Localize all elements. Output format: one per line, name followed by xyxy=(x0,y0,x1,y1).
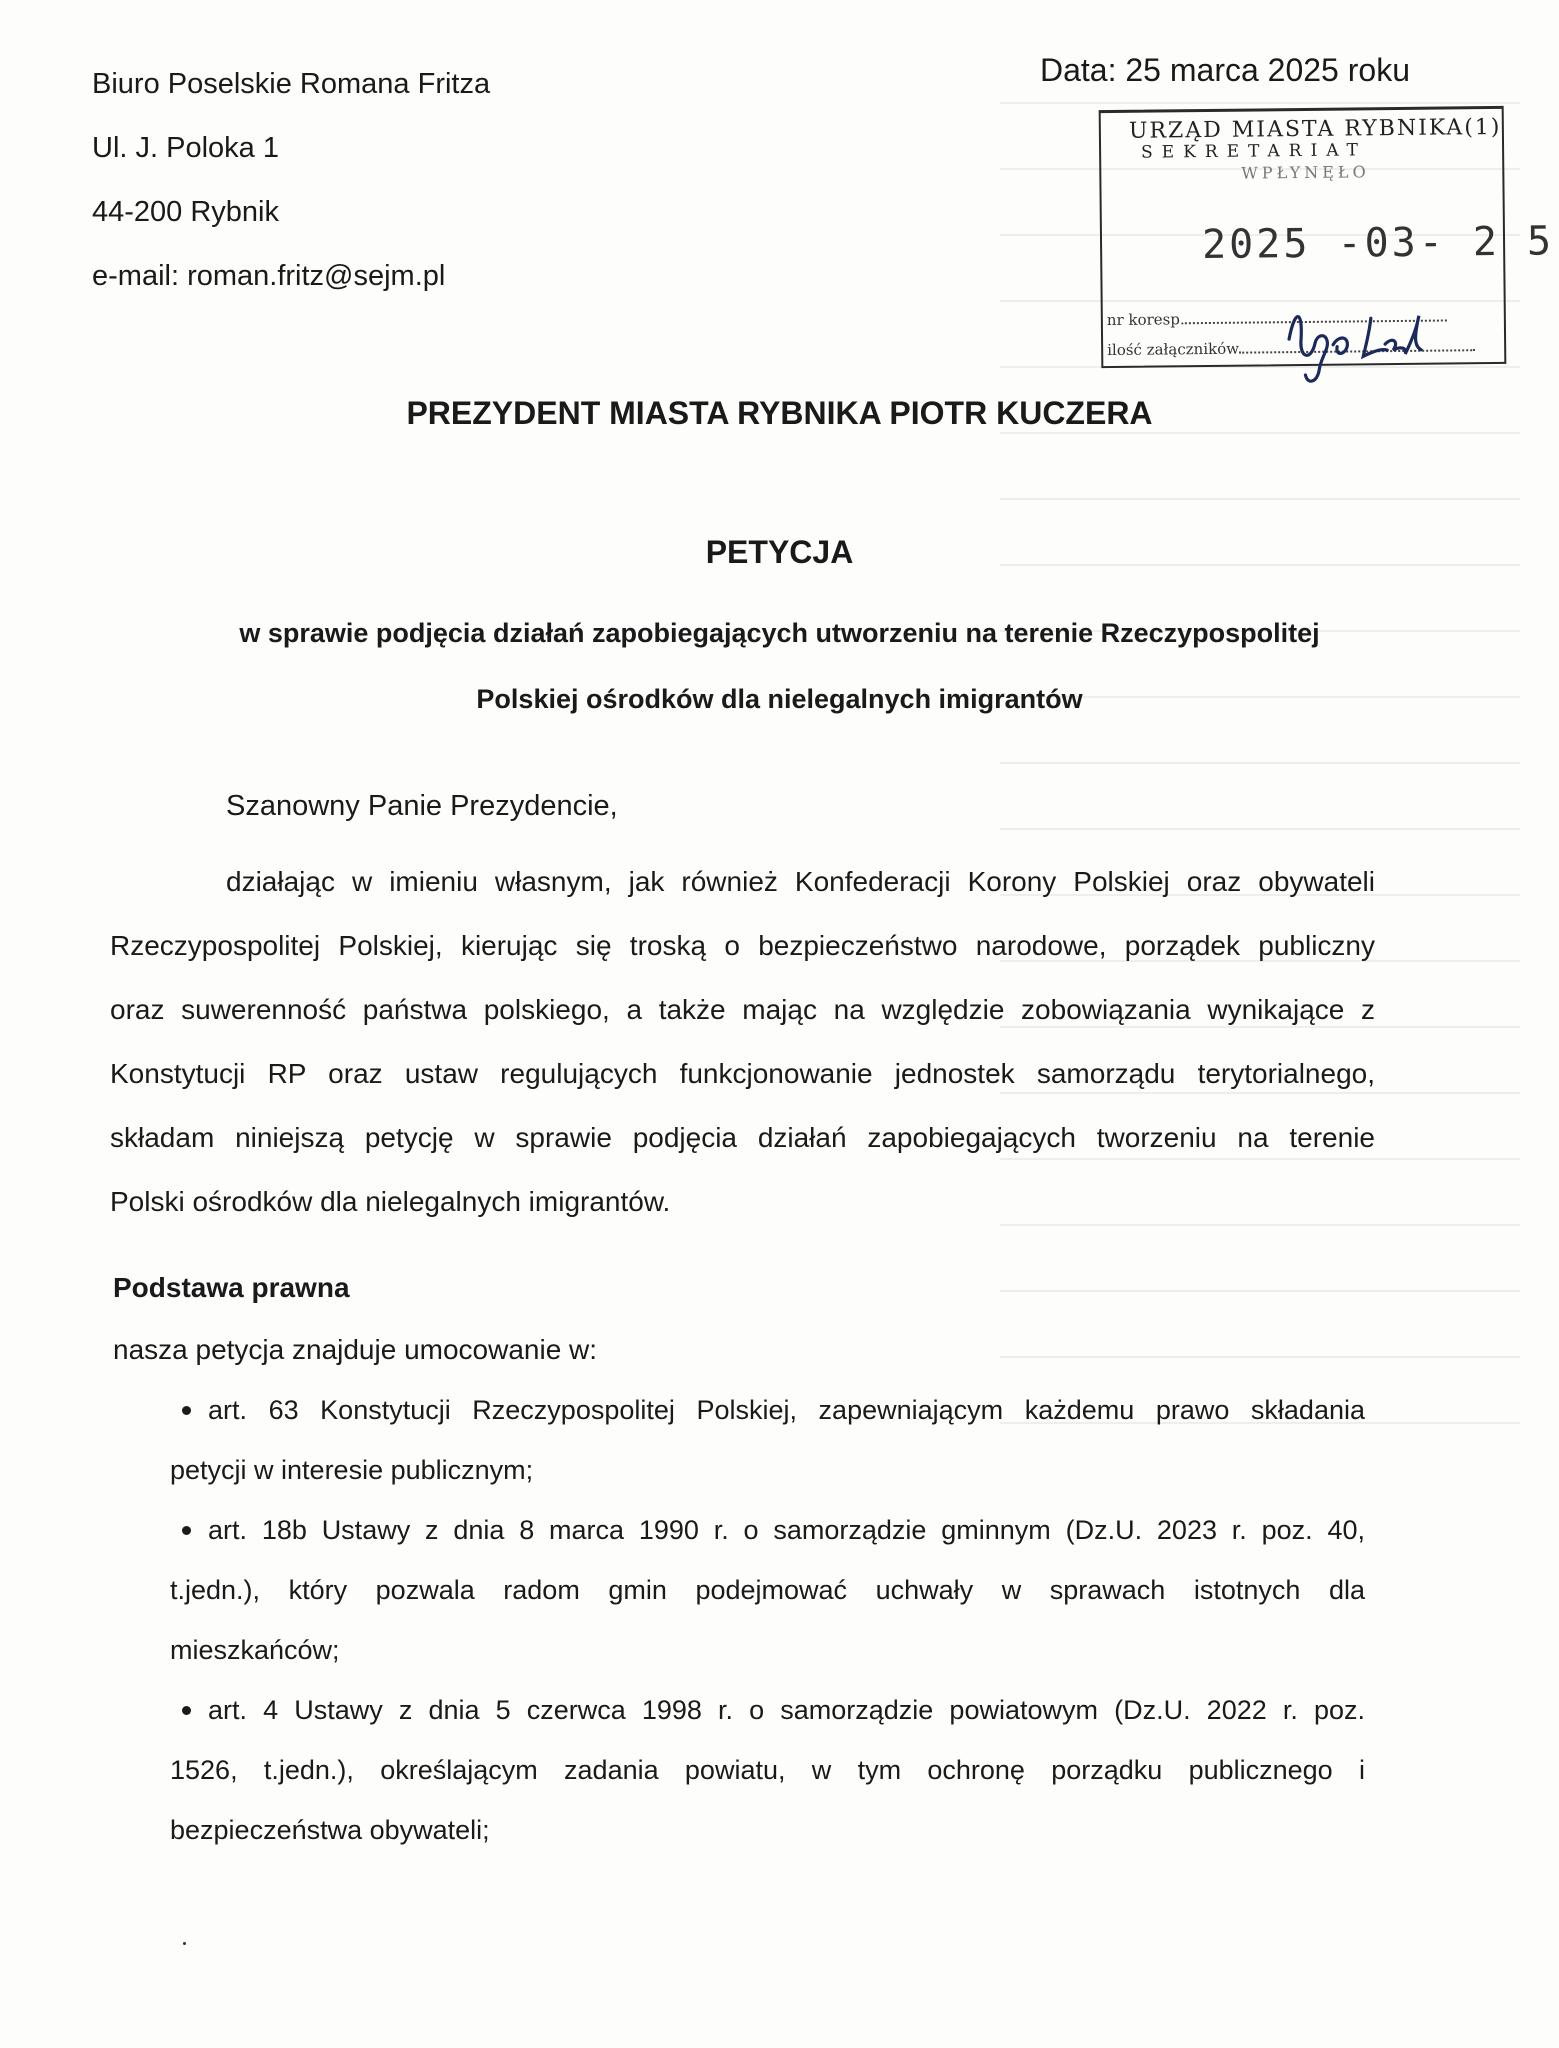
body-paragraph xyxy=(110,850,1375,1234)
section-intro: nasza petycja znajduje umocowanie w: xyxy=(113,1334,598,1365)
body-line: Rzeczypospolitej Polskiej, kierując się troską o bezpieczeństwo narodowe, porządek publiczny xyxy=(110,930,1375,961)
registry-stamp xyxy=(1099,106,1555,368)
bullet-icon xyxy=(182,1406,191,1415)
list-item xyxy=(170,1500,1365,1680)
stamp-attachments-label: ilość załączników xyxy=(1107,339,1240,360)
list-item-line: petycji w interesie publicznym; xyxy=(170,1455,534,1485)
subtitle-line: w sprawie podjęcia działań zapobiegających utworzeniu na terenie Rzeczypospolitej xyxy=(239,618,1320,648)
stamp-number: (1) xyxy=(1464,114,1502,141)
sender-office: Biuro Poselskie Romana Fritza xyxy=(92,68,491,100)
list-item-line: bezpieczeństwa obywateli; xyxy=(170,1815,490,1845)
list-item xyxy=(170,1680,1365,1860)
subtitle-line: Polskiej ośrodków dla nielegalnych imigrantów xyxy=(476,684,1083,714)
body-line: składam niniejszą petycję w sprawie podjęcia działań zapobiegających tworzeniu na terenie xyxy=(110,1122,1375,1153)
sender-block xyxy=(92,52,490,308)
document-date: Data: 25 marca 2025 roku xyxy=(1040,52,1410,88)
list-item-line: art. 63 Konstytucji Rzeczypospolitej Polskiej, zapewniającym każdemu prawo składania xyxy=(208,1395,1365,1425)
section-heading: Podstawa prawna xyxy=(113,1272,350,1303)
document-title: PETYCJA xyxy=(705,534,854,570)
list-item-line: mieszkańców; xyxy=(170,1635,340,1665)
sender-street: Ul. J. Poloka 1 xyxy=(92,132,279,164)
body-line: oraz suwerenność państwa polskiego, a także mając na względzie zobowiązania wynikające z xyxy=(110,994,1375,1025)
scan-speck xyxy=(183,1942,186,1945)
stamp-nr-label: nr koresp. xyxy=(1106,310,1185,330)
body-line: działając w imieniu własnym, jak również Konfederacji Korony Polskiej oraz obywateli xyxy=(226,866,1375,897)
stamp-received: WPŁYNĘŁO xyxy=(1241,162,1370,183)
stamp-office-name: URZĄD MIASTA RYBNIKA xyxy=(1128,115,1465,144)
greeting: Szanowny Panie Prezydencie, xyxy=(226,790,618,822)
bullet-icon xyxy=(182,1706,191,1715)
list-item-line: art. 4 Ustawy z dnia 5 czerwca 1998 r. o samorządzie powiatowym (Dz.U. 2022 r. poz. xyxy=(208,1695,1365,1725)
list-item-line: 1526, t.jedn.), określającym zadania powiatu, w tym ochronę porządku publicznego i xyxy=(170,1755,1365,1785)
sender-city: 44-200 Rybnik xyxy=(92,196,279,228)
stamp-office xyxy=(1129,115,1502,144)
addressee: PREZYDENT MIASTA RYBNIKA PIOTR KUCZERA xyxy=(406,395,1153,431)
body-line: Konstytucji RP oraz ustaw regulujących funkcjonowanie jednostek samorządu terytorialnego, xyxy=(110,1058,1375,1089)
handwritten-signature xyxy=(1281,298,1432,390)
body-line: Polski ośrodków dla nielegalnych imigrantów. xyxy=(110,1186,671,1217)
sender-email: e-mail: roman.fritz@sejm.pl xyxy=(92,260,446,292)
stamp-department: SEKRETARIAT xyxy=(1141,140,1368,163)
legal-basis-list xyxy=(170,1380,1365,1860)
list-item-line: t.jedn.), który pozwala radom gmin podejmować uchwały w sprawach istotnych dla xyxy=(170,1575,1365,1605)
document-subtitle xyxy=(0,600,1559,732)
list-item-line: art. 18b Ustawy z dnia 8 marca 1990 r. o samorządzie gminnym (Dz.U. 2023 r. poz. 40, xyxy=(208,1515,1365,1545)
stamp-date: 2025 -03- 2 5 xyxy=(1201,218,1555,269)
list-item xyxy=(170,1380,1365,1500)
bullet-icon xyxy=(182,1526,191,1535)
